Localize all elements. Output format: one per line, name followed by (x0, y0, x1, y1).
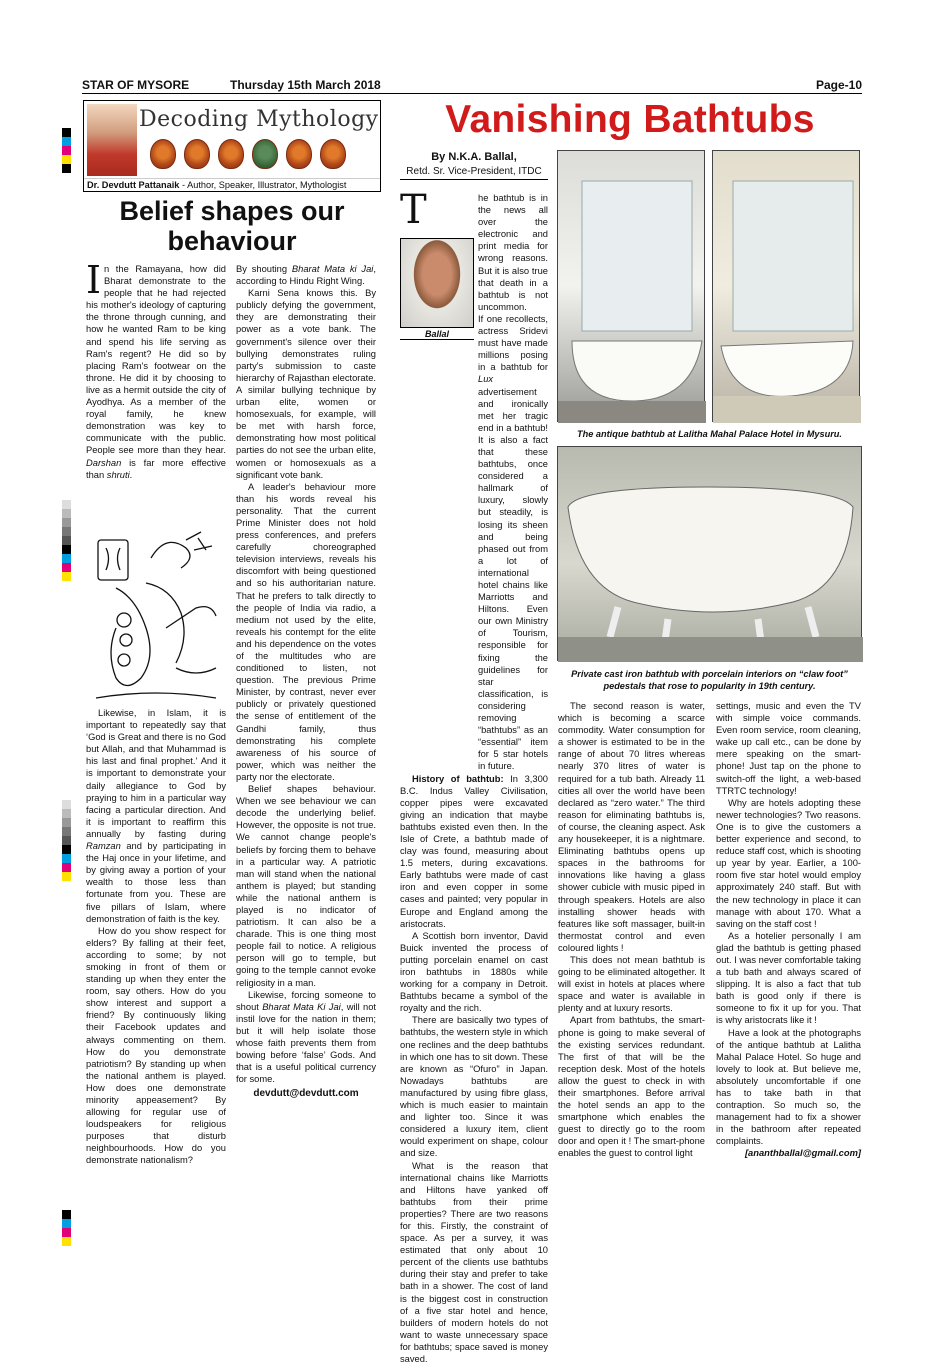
column-header-box (83, 100, 381, 192)
page-number: Page-10 (816, 78, 862, 92)
column-title: Decoding Mythology (139, 107, 379, 132)
paragraph: This does not mean bathtub is going to be eliminated altogether. It will exist in hotels at places where space and water is available in plenty and at luxury resorts. (558, 954, 705, 1014)
dropcap: I (86, 265, 101, 295)
paragraph: Why are hotels adopting these newer technologies? Two reasons. One is to give the customers a better experience and second, to reduce staff cost, which is shooting up year by year. Earlier, a 100-room five star hotel would employ approximately 240 staff. But with the new technology in place it can manage with about 170. What a saving on the staff cost ! (716, 797, 861, 930)
paragraph: What is the reason that international chains like Marriotts and Hiltons have yanked off bathtubs from their prime properties? There are two reasons for this. Firstly, the constraint of space. As per a survey, it was estimated that only about 10 percent of the clients use bathtubs during their stay and prefer to take bath in a shower. The cost of land is the biggest cost in construction of a five star hotel and hence, builders of modern hotels do not want to waste unnecessary space for bathtubs; space saved is money saved. (400, 1160, 548, 1365)
registration-marks-bottom (62, 1210, 71, 1246)
left-headline: Belief shapes our behaviour (84, 196, 380, 256)
paragraph: In the Ramayana, how did Bharat demonstrate to the people that he had rejected his mother's ideology of capturing the throne through cunning, and how he wanted Ram to be king and spend his life serving as Ram's regent? He did so by placing Ram's footwear on the throne. He did it by choosing to live as a hermit outside the city of Ayodhya. As a member of the royal family, he knew demonstration was key to communicate with the public. People see more than they hear. Darshan is far more effective than shruti. (86, 263, 226, 481)
mask-icon (150, 139, 176, 169)
paragraph: Belief shapes behaviour. When we see behaviour we can decode the underlying belief. However, the opposite is not true. We cannot change people's beliefs by forcing them to behave in a particular way. A patriotic man will stand when the national anthem is played; but standing while the national anthem is played is no indicator of patriotism. It can also be a charade. This is one thing most people fail to notice. A religious person will go to temple, but going to the temple cannot evoke religiosity in a man. (236, 783, 376, 989)
paragraph: Likewise, in Islam, it is important to repeatedly say that ‘God is Great and there is no God but Allah, and that Muhammad is his last and final prophet.’ And it is important to demonstrate your daily allegiance to God by praying to him in a particular way facing a particular direction. And it is important to reaffirm this annually by fasting during Ramzan and by participating in the Haj once in your lifetime, and by giving away a portion of your wealth to those less than fortunate from you. These are five pillars of Islam, where demonstration of faith is the key. (86, 707, 226, 925)
mask-icon (218, 139, 244, 169)
byline-name: Dr. Devdutt Pattanaik (87, 180, 179, 190)
byline-roles: - Author, Speaker, Illustrator, Mythologist (179, 180, 346, 190)
right-headline: Vanishing Bathtubs (398, 98, 862, 142)
right-article-col3 (716, 700, 861, 1160)
paper-name: STAR OF MYSORE (82, 78, 189, 92)
ballal-photo-caption: Ballal (400, 329, 474, 340)
author-email: devdutt@devdutt.com (236, 1088, 376, 1100)
mask-icon (286, 139, 312, 169)
issue-date: Thursday 15th March 2018 (230, 78, 381, 92)
left-article-col1-lower (86, 707, 226, 1167)
paragraph: A Scottish born inventor, David Buick invented the process of putting porcelain enamel on cast iron bathtubs in 1880s while working for a company in Detroit. Bathtubs became a symbol of the royalty and the rich. (400, 930, 548, 1015)
paragraph: There are basically two types of bathtubs, the western style in which one reclines and the deep bathtubs in which one has to sit down. These are known as “Ofuro” in Japan. Nowadays bathtubs are manufactured by using fibre glass, which is much easier to maintain and lighter too. Since it was considered a luxury item, client would experiment on shape, colour and size. (400, 1014, 548, 1159)
author-byline (84, 178, 380, 191)
bathtub-photo-1 (557, 150, 705, 422)
paragraph: History of bathtub: In 3,300 B.C. Indus Valley Civilisation, copper pipes were excavated giving an indication that maybe bathtubs existed even then. In the Isle of Crete, a bathtub made of clay was found, measuring about 1.5 meters, during excavations. Early bathtubs were made of cast iron and even copper in some cases and painted; very popular in Europe and England among the aristocrats. (400, 773, 548, 930)
author-role: Retd. Sr. Vice-President, ITDC (406, 166, 541, 177)
photo-caption-1: The antique bathtub at Lalitha Mahal Palace Hotel in Mysuru. (557, 428, 862, 440)
right-article-col1 (400, 192, 548, 1365)
paragraph: settings, music and even the TV with simple voice commands. Even room service, room cleaning, wake up call etc., can be done by mere speaking on the smart-phone! Just tap on the phone to switch-off the light, a web-based TTRTC technology! (716, 700, 861, 797)
masthead (82, 78, 862, 94)
paragraph: By shouting Bharat Mata ki Jai, according to Hindu Right Wing. (236, 263, 376, 287)
left-article-col1 (86, 263, 226, 481)
author-block (400, 150, 548, 179)
devotee-sketch-illustration (86, 528, 226, 704)
right-article-col2 (558, 700, 705, 1160)
paragraph: Have a look at the photographs of the antique bathtub at Lalitha Mahal Palace Hotel. So huge and lovely to look at. But believe me, absolutely uncomfortable if one has to take bath in that contraption. So much so, the management had to fix a shower in the bathroom after repeated complaints. (716, 1027, 861, 1148)
mask-icon (320, 139, 346, 169)
bathtub-photo-2 (712, 150, 860, 422)
registration-marks-top (62, 128, 71, 173)
paragraph: If one recollects, actress Sridevi must have made millions posing in a bathtub for Lux advertisement and ironically met her tragic end in a bathtub! It is also a fact that these bathtubs, once considered a hallmark of luxury, slowly but steadily, is losing its sheen and being phased out from a lot of international hotel chains like Marriotts and Hiltons. Even our own Ministry of Tourism, responsible for fixing the guidelines for star classification, is considering removing “bathtubs” as an “essential” item for 5 star hotels in future. (478, 313, 548, 773)
mask-row (150, 139, 346, 169)
divider (400, 179, 548, 180)
paragraph: Karni Sena knows this. By publicly defying the government, they are demonstrating their power as a vote bank. The government's silence over their bullying demonstrates ruling party's submission to caste hierarchy of Rajasthan electorate. A similar bullying technique by urban elite, women or homosexuals, for example, will be met with harsh force, demonstrating how most political parties do not see the urban elite, women or homosexuals as a significant vote bank. (236, 287, 376, 481)
bathtub-photo-3 (557, 446, 862, 661)
paragraph: The second reason is water, which is becoming a scarce commodity. Water consumption for a shower is estimated to be in the range of about 70 litres whereas nearly 370 litres of water is required for a tub bath. Already 11 cities all over the world have been declared as “zero water.” The third reason for eliminating bathtubs is, of course, the cleaning aspect. Ask any housekeeper, it is a nightmare. Eliminating bathtubs opens up spaces in the bathrooms for innovations like having a glass shower cubicle with music piped in through speakers. Hotels are also installing shower heads with features like soft massager, built-in thermostat control and even coloured lights ! (558, 700, 705, 954)
mask-icon (252, 139, 278, 169)
author-signature: [ananthballal@gmail.com] (716, 1147, 861, 1159)
paragraph: Apart from bathtubs, the smart-phone is going to make several of the existing services redundant. The first of that will be the reception desk. Most of the hotels allow the guest to check in with their smartphones. Before arrival the hotel sends an app to the smartphone which enables the guest to directly go to the room door and open it ! The smart-phone enables the guest to control light (558, 1014, 705, 1159)
author-name: By N.K.A. Ballal, (431, 151, 517, 163)
paragraph: How do you show respect for elders? By falling at their feet, according to some; by not smoking in front of them or standing up when they enter the room, say others. How do you show interest and support a friend? By continuously liking their Facebook updates and always commenting on them. How do you demonstrate patriotism? By standing up when the national anthem is played. How does one demonstrate minority appeasement? By allowing for regular use of loudspeakers for religious purposes that disturb neighbourhoods. How do you demonstrate nationalism? (86, 925, 226, 1167)
photo-caption-2: Private cast iron bathtub with porcelain interiors on “claw foot” pedestals that rose to popularity in 19th century. (557, 668, 862, 692)
paragraph: Likewise, forcing someone to shout Bharat Mata Ki Jai, will not instil love for the nation in them; but it will help isolate those whose faith prevents them from bowing before ‘false’ Gods. And that is a useful political currency for some. (236, 989, 376, 1086)
dropcap: T (400, 194, 427, 226)
registration-marks-lower (62, 800, 71, 881)
paragraph: A leader's behaviour more than his words reveal his personality. That the current Prime Minister does not hold press conferences, and prefers carefully choreographed television interviews, reveals his discomfort with being questioned and so his authoritarian nature. That he prefers to talk directly to the people of India via radio, a medium not used by the elite, reveals his contempt for the elite and his dependence on the votes of the multitudes who are conditioned to listen, not question. The previous Prime Minister, by contrast, never ever publicly or privately questioned the sense of entitlement of the Gandhi family, thus demonstrating his complete awareness of his source of power, which was neither the party nor the electorate. (236, 481, 376, 783)
registration-marks-upper (62, 500, 71, 581)
mask-icon (184, 139, 210, 169)
author-photo (87, 104, 137, 176)
paragraph: T he bathtub is in the news all over the electronic and print media for wrong reasons. But it is also true that death in a bathtub is not uncommon. (400, 192, 548, 313)
paragraph: As a hotelier personally I am glad the bathtub is getting phased out. I was never comfortable taking a tub bath and always scared of slipping. It is also a fact that tub bath is good only if there is someone to fix it up for you. That is why aristocrats like it ! (716, 930, 861, 1027)
left-article-col2 (236, 263, 376, 1100)
